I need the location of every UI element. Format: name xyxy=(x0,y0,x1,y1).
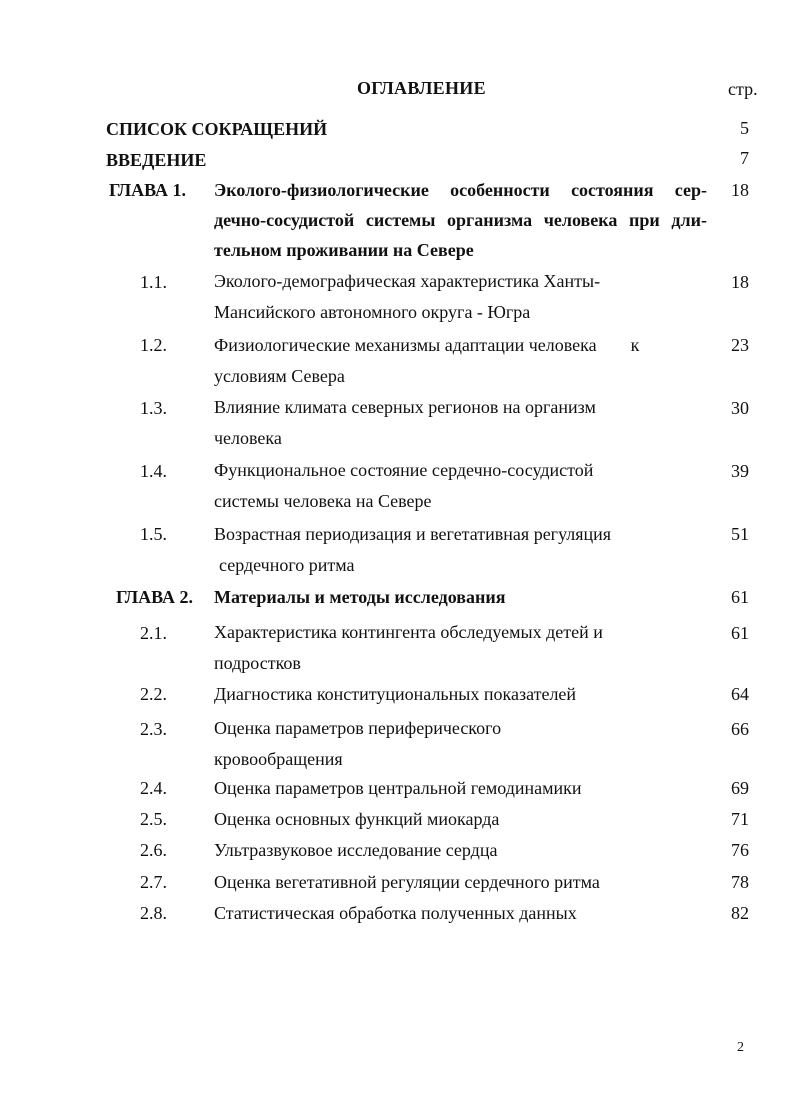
page-column-label: стр. xyxy=(728,79,758,99)
section-2-5-number: 2.5. xyxy=(140,809,167,829)
chapter-2-page: 61 xyxy=(731,587,749,607)
section-2-6-title: Ультразвуковое исследование сердца xyxy=(214,840,498,860)
section-1-5-number: 1.5. xyxy=(140,524,167,544)
section-2-5-page: 71 xyxy=(731,809,749,829)
toc-introduction-page: 7 xyxy=(740,148,749,168)
section-2-4-page: 69 xyxy=(731,778,749,798)
section-1-2-number: 1.2. xyxy=(140,335,167,355)
section-1-5-title-line1: Возрастная периодизация и вегетативная регуляция xyxy=(214,524,612,544)
section-1-4-title: Функциональное состояние сердечно-сосудистой системы человека на Севере xyxy=(214,460,594,511)
section-2-6-page: 76 xyxy=(731,840,749,860)
section-1-1-title: Эколого-демографическая характеристика Ханты-Мансийского автономного округа - Югра xyxy=(214,271,601,322)
toc-introduction-label: ВВЕДЕНИЕ xyxy=(106,150,207,170)
section-2-3-title: Оценка параметров периферического кровообращения xyxy=(214,718,502,769)
section-2-7-number: 2.7. xyxy=(140,872,167,892)
section-2-5-title: Оценка основных функций миокарда xyxy=(214,809,500,829)
section-2-2-number: 2.2. xyxy=(140,684,167,704)
section-2-6-number: 2.6. xyxy=(140,840,167,860)
section-2-2-page: 64 xyxy=(731,684,749,704)
section-2-4-title: Оценка параметров центральной гемодинамики xyxy=(214,778,582,798)
section-1-3-number: 1.3. xyxy=(140,398,167,418)
section-1-2-title-prep: к xyxy=(630,335,640,355)
section-2-7-title: Оценка вегетативной регуляции сердечного ритма xyxy=(214,872,600,892)
chapter-2-title: Материалы и методы исследования xyxy=(214,587,506,607)
page-number: 2 xyxy=(737,1040,744,1055)
toc-abbreviations-label: СПИСОК СОКРАЩЕНИЙ xyxy=(106,119,328,139)
section-1-4-number: 1.4. xyxy=(140,461,167,481)
section-1-5-title-line2: сердечного ритма xyxy=(219,555,355,575)
chapter-1-number: ГЛАВА 1. xyxy=(109,180,187,200)
section-2-8-page: 82 xyxy=(731,903,749,923)
chapter-1-page: 18 xyxy=(731,180,749,200)
section-1-3-title: Влияние климата северных регионов на организм человека xyxy=(214,397,596,448)
section-1-2-title-line2: условиям Севера xyxy=(214,366,345,386)
section-1-2-title-main: Физиологические механизмы адаптации человека xyxy=(214,335,597,355)
page-title: ОГЛАВЛЕНИЕ xyxy=(357,78,486,98)
section-1-2-page: 23 xyxy=(731,335,749,355)
section-1-2-title-line1 xyxy=(214,335,639,356)
section-2-2-title: Диагностика конституциональных показателей xyxy=(214,684,577,704)
section-1-4-page: 39 xyxy=(731,461,749,481)
section-2-1-title: Характеристика контингента обследуемых детей и подростков xyxy=(214,622,603,673)
section-1-1-number: 1.1. xyxy=(140,272,167,292)
section-2-8-title: Статистическая обработка полученных данных xyxy=(214,903,577,923)
section-2-3-page: 66 xyxy=(731,719,749,739)
section-1-3-page: 30 xyxy=(731,398,749,418)
section-1-1-page: 18 xyxy=(731,272,749,292)
section-2-4-number: 2.4. xyxy=(140,778,167,798)
section-1-5-page: 51 xyxy=(731,524,749,544)
section-2-8-number: 2.8. xyxy=(140,903,167,923)
section-2-1-number: 2.1. xyxy=(140,623,167,643)
chapter-2-number: ГЛАВА 2. xyxy=(116,587,194,607)
toc-abbreviations-page: 5 xyxy=(740,118,749,138)
section-2-3-number: 2.3. xyxy=(140,719,167,739)
section-2-1-page: 61 xyxy=(731,623,749,643)
chapter-1-title: Эколого-физиологические особенности состояния сер-дечно-сосудистой системы организма человека при дли-тельном проживании на Севере xyxy=(214,180,707,260)
section-2-7-page: 78 xyxy=(731,872,749,892)
